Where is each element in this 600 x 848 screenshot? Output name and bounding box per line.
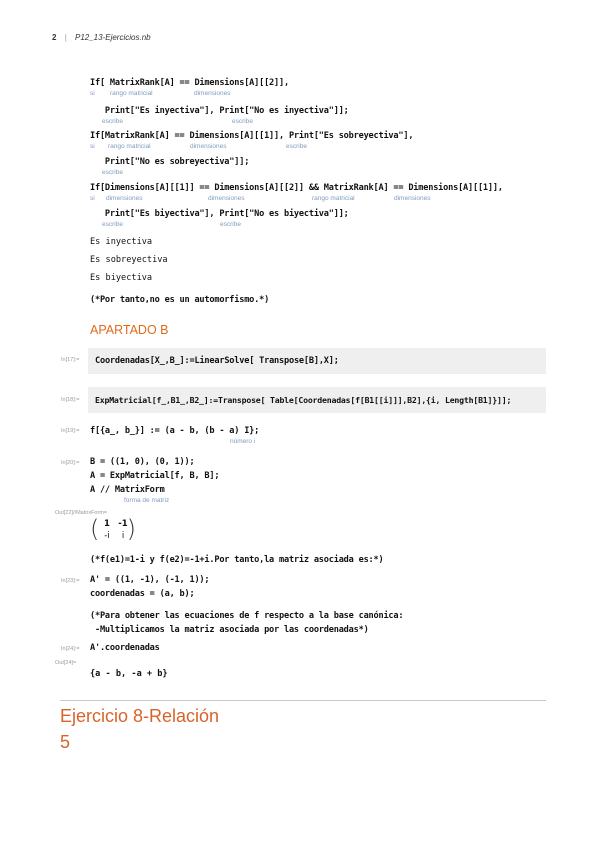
exercise-title: Ejercicio 8-Relación: [60, 706, 220, 726]
hint: si: [90, 90, 95, 97]
code-line[interactable]: Print["Es inyectiva"], Print["No es inyectiva"]];: [90, 106, 349, 116]
input-label: In[20]:=: [61, 460, 80, 466]
hint: dimensiones: [106, 195, 143, 202]
input-label: In[24]:=: [61, 646, 80, 652]
print-output: Es biyectiva: [90, 273, 153, 283]
print-output: Es inyectiva: [90, 237, 153, 247]
code-line[interactable]: A'.coordenadas: [90, 643, 160, 653]
matrix-cell: i: [121, 531, 125, 541]
hint: dimensiones: [394, 195, 431, 202]
input-label: In[23]:=: [61, 578, 80, 584]
code-line[interactable]: f[{a_, b_}] := (a - b, (b - a) I};: [90, 426, 260, 436]
section-title: APARTADO B: [90, 323, 169, 337]
matrix-cell: -1: [118, 519, 128, 529]
hint: escribe: [102, 118, 123, 125]
hint: si: [90, 143, 95, 150]
section-divider: [60, 700, 546, 701]
syntax-hints: [90, 118, 490, 127]
code-line[interactable]: Coordenadas[X_,B_]:=LinearSolve[ Transpose[B],X];: [95, 356, 339, 366]
code-line[interactable]: B = ((1, 0), (0, 1));: [90, 457, 195, 467]
code-line[interactable]: ExpMatricial[f_,B1_,B2_]:=Transpose[ Table[Coordenadas[f[B1[[i]]],B2],{i, Length[B1]}]];: [95, 395, 512, 405]
code-line[interactable]: If[Dimensions[A][[1]] == Dimensions[A][[2]] && MatrixRank[A] == Dimensions[A][[1]],: [90, 183, 503, 193]
hint: escribe: [286, 143, 307, 150]
hint: escribe: [102, 221, 123, 228]
syntax-hints: [90, 169, 490, 178]
hint: rango matricial: [110, 90, 153, 97]
page-header: [52, 33, 151, 42]
exercise-title-number: 5: [60, 732, 71, 752]
output-label: Out[22]//MatrixForm=: [55, 510, 108, 516]
comment-cell[interactable]: -Multiplicamos la matriz asociada por las coordenadas*): [90, 625, 369, 635]
hint: dimensiones: [190, 143, 227, 150]
comment-cell[interactable]: (*Para obtener las ecuaciones de f respecto a la base canónica:: [90, 611, 404, 621]
code-line[interactable]: A' = ((1, -1), (-1, 1));: [90, 575, 210, 585]
input-label: In[18]:=: [61, 397, 80, 403]
comment-cell[interactable]: (*f(e1)=1-i y f(e2)=-1+i.Por tanto,la matriz asociada es:*): [90, 555, 384, 565]
code-line[interactable]: A // MatrixForm: [90, 485, 165, 495]
hint: número i: [230, 438, 256, 445]
code-line[interactable]: If[ MatrixRank[A] == Dimensions[A][[2]],: [90, 78, 289, 88]
matrix-cell: 1: [104, 519, 110, 529]
hint: dimensiones: [194, 90, 231, 97]
hint: escribe: [102, 169, 123, 176]
syntax-hints: [90, 143, 490, 152]
notebook-filename: P12_13-Ejercicios.nb: [75, 33, 151, 42]
page-number: 2: [52, 33, 57, 42]
input-label: In[19]:=: [61, 428, 80, 434]
hint: rango matricial: [312, 195, 355, 202]
header-separator: |: [64, 33, 67, 42]
code-line[interactable]: A = ExpMatricial[f, B, B];: [90, 471, 220, 481]
code-line[interactable]: Print["Es biyectiva"], Print["No es biyectiva"]];: [90, 209, 349, 219]
hint: rango matricial: [108, 143, 151, 150]
hint: escribe: [232, 118, 253, 125]
code-line[interactable]: Print["No es sobreyectiva"]];: [90, 157, 250, 167]
hint: si: [90, 195, 95, 202]
hint: escribe: [220, 221, 241, 228]
output-label: Out[24]=: [55, 660, 77, 666]
syntax-hints: [90, 195, 530, 204]
right-paren: ): [126, 515, 136, 543]
left-paren: (: [90, 515, 100, 543]
syntax-hints: [90, 90, 490, 99]
output-value: {a - b, -a + b}: [90, 669, 168, 679]
syntax-hints: [90, 221, 490, 230]
input-label: In[17]:=: [61, 357, 80, 363]
print-output: Es sobreyectiva: [90, 255, 168, 265]
comment-cell[interactable]: (*Por tanto,no es un automorfismo.*): [90, 295, 270, 305]
matrix-cell: -i: [104, 531, 110, 541]
code-line[interactable]: coordenadas = (a, b);: [90, 589, 195, 599]
hint: forma de matriz: [124, 497, 170, 504]
code-line[interactable]: If[MatrixRank[A] == Dimensions[A][[1]], Print["Es sobreyectiva"],: [90, 131, 414, 141]
matrix-output: [90, 517, 136, 543]
hint: dimensiones: [208, 195, 245, 202]
